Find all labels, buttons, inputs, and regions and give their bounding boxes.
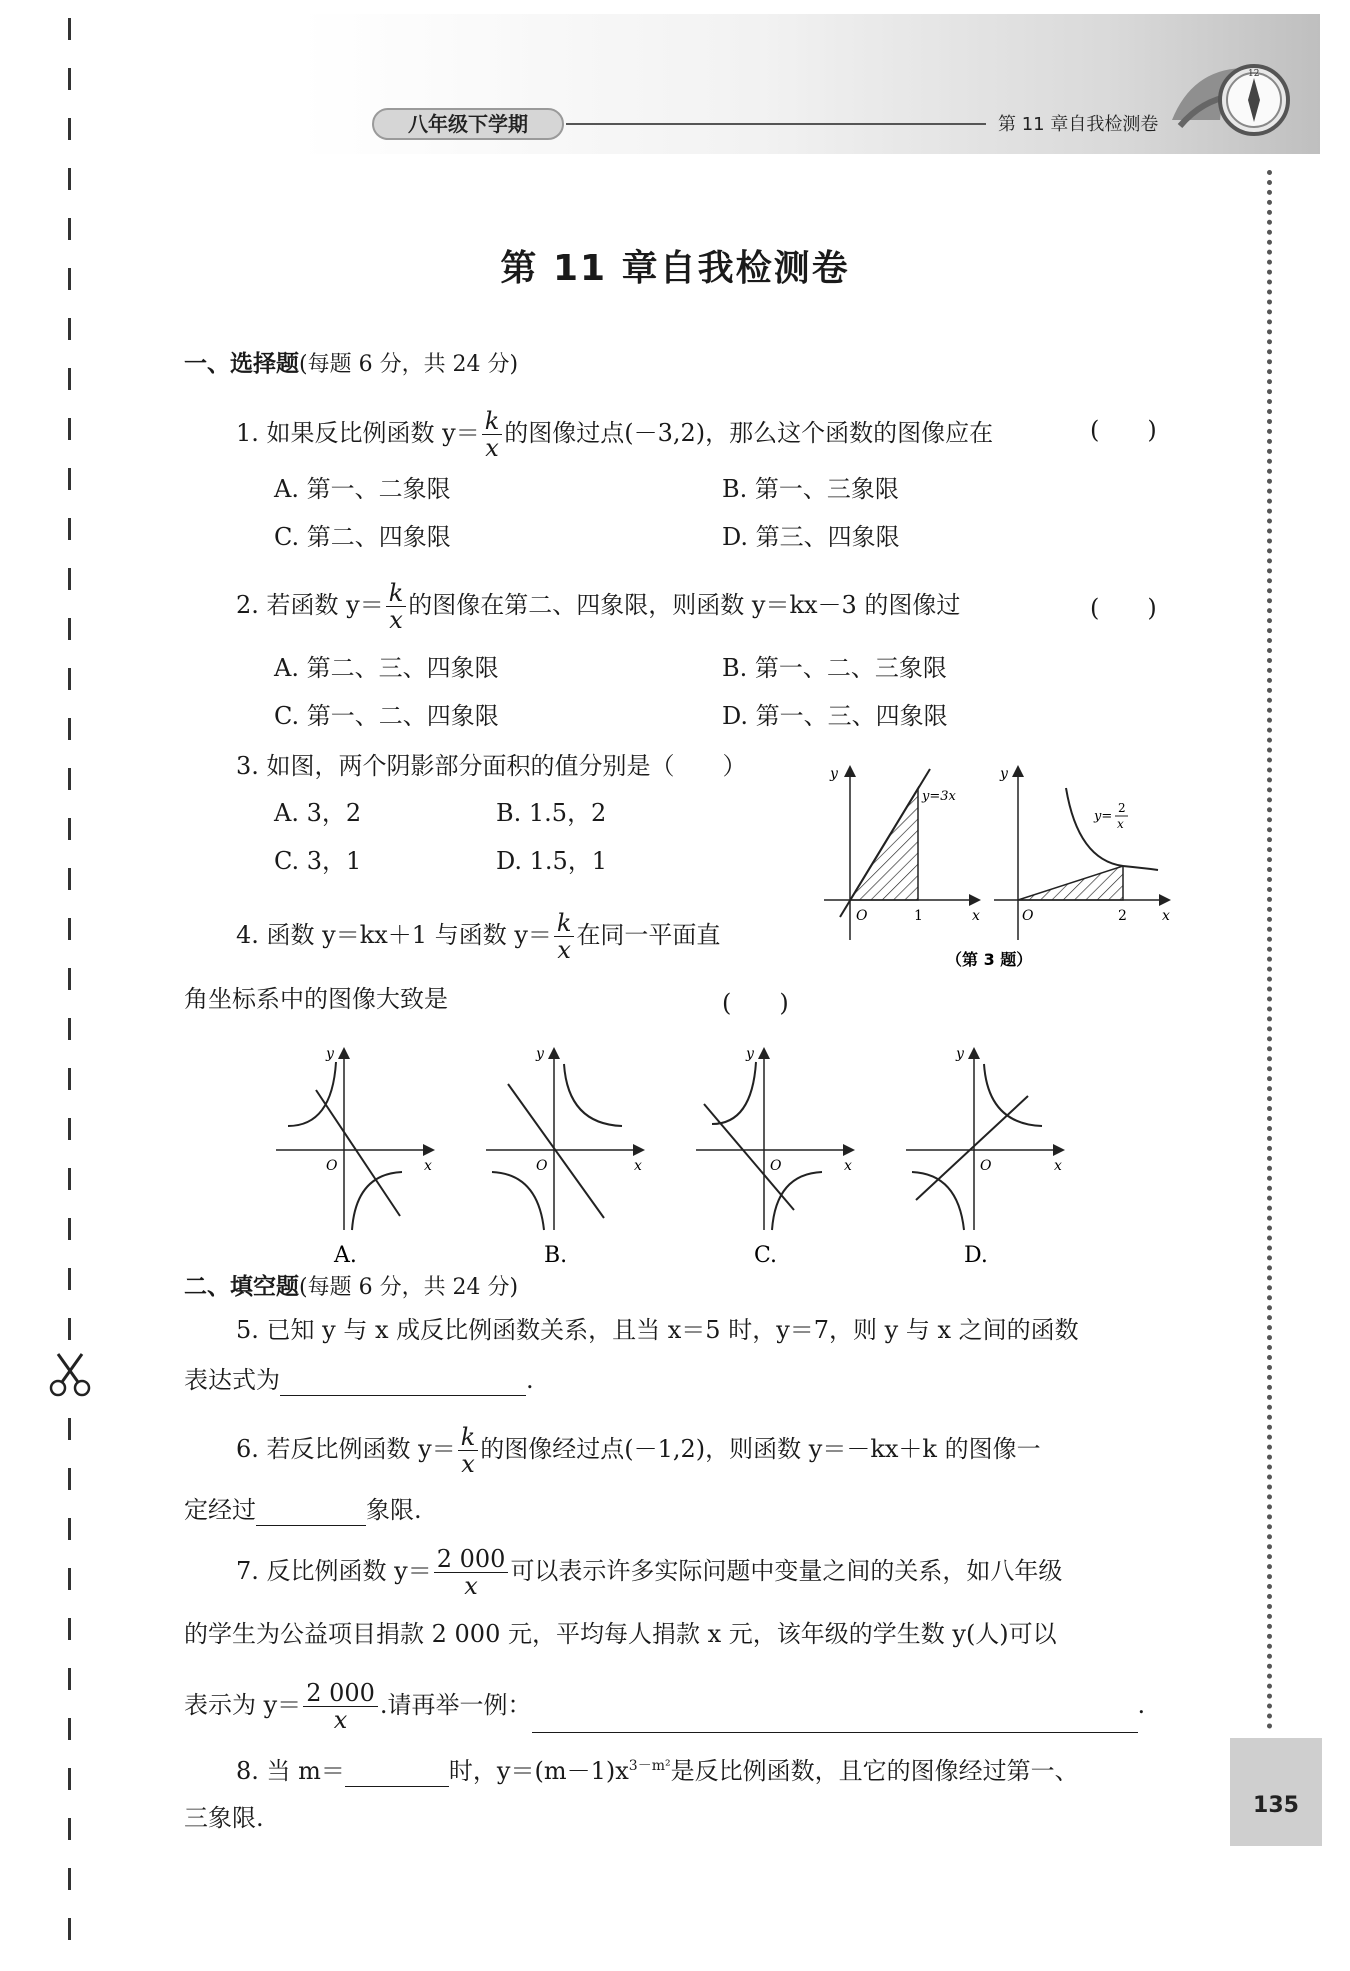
q3-left-curve-label: y=3x (922, 789, 956, 804)
q3-right-curve-label-num: 2 (1118, 801, 1126, 815)
q7-line3-end: . (1137, 1691, 1146, 1719)
q3-right-plot (994, 766, 1170, 940)
cut-line-dash (68, 1218, 71, 1240)
question-7 (236, 1546, 1062, 1599)
q4-graph-c[interactable] (696, 1046, 852, 1268)
q2-option-c[interactable]: C. 第一、二、四象限 (274, 702, 499, 730)
q4-c-x-label: x (844, 1158, 852, 1174)
cut-line-dash (68, 1168, 71, 1190)
cut-line-dash (68, 968, 71, 990)
q1-frac-num: k (482, 408, 503, 435)
q7-fraction (434, 1546, 509, 1599)
q4-graph-b[interactable] (486, 1046, 642, 1268)
q6-line2-pre: 定经过 (184, 1496, 256, 1524)
cut-line-dash (68, 1868, 71, 1890)
q3-figure-caption: （第 3 题） (946, 950, 1033, 969)
question-1 (236, 408, 993, 461)
q4-b-line (508, 1084, 604, 1218)
q4-d-x-label: x (1054, 1158, 1062, 1174)
q1-fraction (482, 408, 503, 461)
grade-label: 八年级下学期 (372, 108, 564, 140)
q4-a-x-label: x (424, 1158, 432, 1174)
section-1-heading (184, 345, 518, 378)
cut-line-dash (68, 168, 71, 190)
cut-line-dash (68, 218, 71, 240)
q7-line-3 (184, 1680, 1145, 1733)
q3-left-origin: O (856, 908, 868, 924)
q3-left-tick: 1 (914, 908, 923, 924)
q7-line3-den: x (333, 1706, 348, 1734)
q2-text-pre: 2. 若函数 y＝ (236, 591, 384, 619)
section-2-note: (每题 6 分，共 24 分) (299, 1275, 519, 1300)
q8-answer-blank[interactable] (345, 1762, 449, 1787)
cut-line-dash (68, 1668, 71, 1690)
q4-frac-num: k (554, 910, 575, 937)
q4-c-line (704, 1104, 794, 1210)
q4-b-hyperbola-lower (492, 1172, 544, 1230)
q4-a-label: A. (334, 1243, 357, 1268)
q4-c-hyperbola-upper (712, 1062, 756, 1124)
cut-line-dash (68, 868, 71, 890)
q5-line-2 (184, 1364, 534, 1396)
q2-answer-bracket[interactable]: ( ) (1090, 594, 1157, 622)
q5-text-pre: 表达式为 (184, 1366, 280, 1394)
cut-line-dash (68, 18, 71, 40)
cut-line-dash (68, 718, 71, 740)
cut-line-dash (68, 518, 71, 540)
q4-text-pre: 4. 函数 y＝kx＋1 与函数 y＝ (236, 921, 552, 949)
q7-text-post: 可以表示许多实际问题中变量之间的关系，如八年级 (510, 1557, 1063, 1585)
q4-b-label: B. (544, 1243, 568, 1268)
q4-d-line (916, 1096, 1028, 1200)
q4-graph-d[interactable] (906, 1046, 1062, 1268)
cut-line-dash (68, 1918, 71, 1940)
cut-line-dash (68, 1118, 71, 1140)
cut-line-dash (68, 1268, 71, 1290)
q4-graph-options (262, 1040, 1102, 1270)
cut-line-dash (68, 1068, 71, 1090)
q4-c-hyperbola-lower (772, 1172, 822, 1230)
q3-right-y-label: y (1000, 766, 1008, 782)
q4-text-post: 在同一平面直 (576, 921, 721, 949)
q3-left-x-label: x (972, 908, 980, 924)
q4-a-y-label: y (326, 1046, 334, 1062)
cut-line-dash (68, 1818, 71, 1840)
q3-right-origin: O (1022, 908, 1034, 924)
q2-fraction (386, 580, 407, 633)
cut-line-dash (68, 1568, 71, 1590)
cut-line-dash (68, 1718, 71, 1740)
q6-answer-blank[interactable] (256, 1501, 366, 1526)
question-8 (236, 1750, 1079, 1787)
header-rule (566, 123, 986, 125)
q8-exponent: 3－m² (628, 1758, 671, 1774)
q7-frac-den: x (464, 1572, 478, 1600)
q6-text-pre: 6. 若反比例函数 y＝ (236, 1435, 456, 1463)
q1-option-a[interactable]: A. 第一、二象限 (274, 475, 451, 503)
q8-text-pre: 8. 当 m＝ (236, 1757, 345, 1785)
cut-line-dash (68, 318, 71, 340)
q8-text-post: 是反比例函数，且它的图像经过第一、 (670, 1757, 1079, 1785)
q8-line-2: 三象限. (184, 1804, 264, 1832)
cut-line-dash (68, 68, 71, 90)
cut-line-dash (68, 768, 71, 790)
q4-c-origin: O (770, 1158, 782, 1174)
q4-b-y-label: y (536, 1046, 544, 1062)
question-4 (236, 910, 720, 963)
section-2-heading (184, 1268, 518, 1301)
section-1-label: 一、选择题 (184, 351, 299, 377)
q8-text-mid: 时，y＝(m－1)x (448, 1757, 629, 1785)
q4-graph-a[interactable] (276, 1046, 432, 1268)
q1-frac-den: x (485, 434, 499, 462)
q4-d-origin: O (980, 1158, 992, 1174)
q7-frac-num: 2 000 (434, 1546, 509, 1573)
cut-line-dash (68, 668, 71, 690)
cut-line-dash (68, 818, 71, 840)
q4-a-line (316, 1090, 400, 1216)
q2-option-b[interactable]: B. 第一、二、三象限 (722, 654, 947, 682)
q4-line-2: 角坐标系中的图像大致是 (184, 985, 448, 1013)
cut-line-dash (68, 368, 71, 390)
q4-c-label: C. (754, 1243, 778, 1268)
q7-line3-num: 2 000 (303, 1680, 378, 1707)
cut-line-dash (68, 1518, 71, 1540)
q3-right-curve-label-den: x (1117, 817, 1124, 831)
q1-answer-bracket[interactable]: ( ) (1090, 416, 1157, 444)
svg-text:12: 12 (1248, 69, 1260, 79)
q3-right-tick: 2 (1118, 908, 1127, 924)
cut-line-dash (68, 1468, 71, 1490)
compass-logo-icon (1162, 50, 1298, 146)
section-2-label: 二、填空题 (184, 1274, 299, 1300)
q3-right-x-label: x (1162, 908, 1170, 924)
q4-c-y-label: y (746, 1046, 754, 1062)
q7-line3-fraction (303, 1680, 378, 1733)
q3-right-curve (1066, 788, 1158, 870)
q7-line3-post: .请再举一例： (379, 1691, 532, 1719)
q6-fraction (458, 1424, 479, 1477)
q4-d-hyperbola-upper (984, 1064, 1042, 1126)
cut-line-dash (68, 1768, 71, 1790)
cut-line-dash (68, 1018, 71, 1040)
q4-b-origin: O (536, 1158, 548, 1174)
q7-line3-pre: 表示为 y＝ (184, 1691, 302, 1719)
q1-option-d[interactable]: D. 第三、四象限 (722, 523, 900, 551)
q2-frac-num: k (386, 580, 407, 607)
question-6 (236, 1424, 1041, 1477)
margin-dotted-line (1267, 170, 1272, 1730)
q3-right-shaded-region (1018, 866, 1123, 900)
q4-answer-bracket[interactable]: ( ) (722, 989, 789, 1017)
cut-line-dash (68, 568, 71, 590)
cut-line-dash (68, 118, 71, 140)
q4-d-y-label: y (956, 1046, 964, 1062)
section-1-note: (每题 6 分，共 24 分) (299, 352, 519, 377)
q3-figure (818, 760, 1178, 980)
page-number: 135 (1230, 1738, 1322, 1846)
cut-line (68, 0, 72, 1971)
q7-line-2: 的学生为公益项目捐款 2 000 元，平均每人捐款 x 元，该年级的学生数 y(人)可以 (184, 1620, 1057, 1648)
q6-text-post: 的图像经过点(－1,2)，则函数 y＝－kx＋k 的图像一 (480, 1435, 1041, 1463)
q3-left-y-label: y (830, 766, 838, 782)
question-3: 3. 如图，两个阴影部分面积的值分别是（ ） (236, 752, 747, 780)
q3-option-d[interactable]: D. 1.5，1 (496, 847, 608, 875)
question-2 (236, 580, 960, 633)
cut-line-dash (68, 918, 71, 940)
q4-b-x-label: x (634, 1158, 642, 1174)
q6-frac-den: x (461, 1450, 475, 1478)
q4-frac-den: x (557, 936, 571, 964)
q3-option-b[interactable]: B. 1.5，2 (496, 799, 607, 827)
q4-a-hyperbola-upper (288, 1062, 336, 1126)
question-5: 5. 已知 y 与 x 成反比例函数关系，且当 x＝5 时，y＝7，则 y 与 x 之间的函数 (236, 1316, 1079, 1344)
q7-answer-blank[interactable] (532, 1708, 1138, 1733)
q1-text-pre: 1. 如果反比例函数 y＝ (236, 419, 480, 447)
q3-option-a[interactable]: A. 3，2 (274, 799, 362, 827)
q4-a-origin: O (326, 1158, 338, 1174)
q4-b-hyperbola-upper (564, 1064, 622, 1126)
cut-line-dash (68, 618, 71, 640)
q6-line-2 (184, 1494, 422, 1526)
cut-line-dash (68, 1418, 71, 1440)
q2-text-post: 的图像在第二、四象限，则函数 y＝kx－3 的图像过 (408, 591, 961, 619)
cut-line-dash (68, 1618, 71, 1640)
scissors-icon (48, 1352, 92, 1400)
q7-text-pre: 7. 反比例函数 y＝ (236, 1557, 432, 1585)
q2-option-a[interactable]: A. 第二、三、四象限 (274, 654, 499, 682)
q3-right-curve-label-pre: y= (1094, 809, 1113, 824)
q5-text-post: . (526, 1366, 534, 1394)
q6-frac-num: k (458, 1424, 479, 1451)
page-title: 第 11 章自我检测卷 (500, 248, 850, 289)
cut-line-dash (68, 418, 71, 440)
q4-fraction (554, 910, 575, 963)
q3-left-plot (824, 766, 980, 940)
chapter-label: 第 11 章自我检测卷 (998, 114, 1159, 135)
q2-option-d[interactable]: D. 第一、三、四象限 (722, 702, 948, 730)
cut-line-dash (68, 1318, 71, 1340)
cut-line-dash (68, 468, 71, 490)
q1-option-b[interactable]: B. 第一、三象限 (722, 475, 899, 503)
q5-answer-blank[interactable] (280, 1371, 526, 1396)
q1-text-post: 的图像过点(－3,2)，那么这个函数的图像应在 (504, 419, 994, 447)
q1-option-c[interactable]: C. 第二、四象限 (274, 523, 451, 551)
q4-d-label: D. (964, 1243, 988, 1268)
q3-option-c[interactable]: C. 3，1 (274, 847, 362, 875)
q2-frac-den: x (389, 606, 403, 634)
q6-line2-post: 象限. (366, 1496, 422, 1524)
